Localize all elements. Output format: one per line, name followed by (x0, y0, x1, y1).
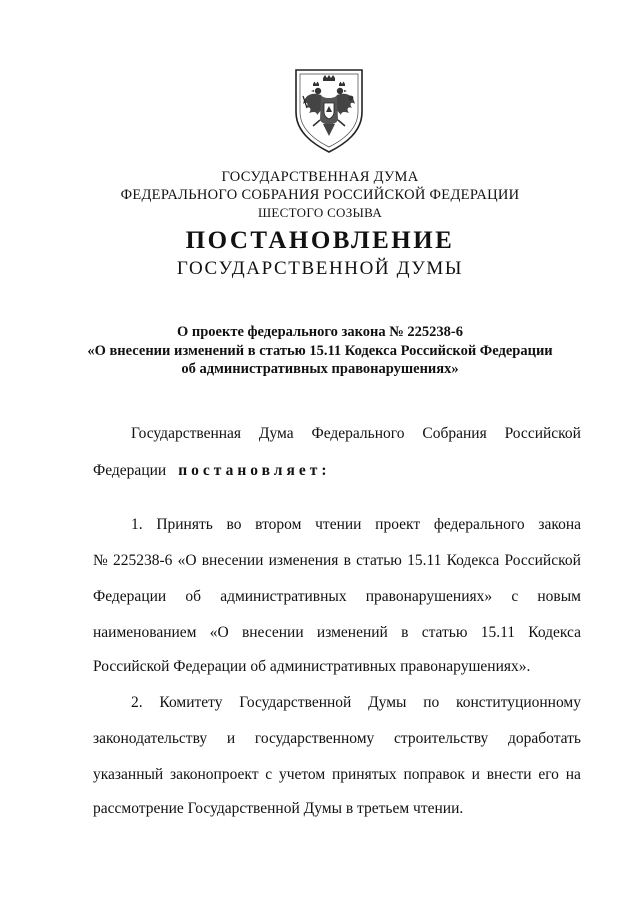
word: статью (421, 624, 468, 641)
clause2-line-1 (93, 693, 581, 713)
word: Думы (368, 694, 407, 711)
header-line-assembly: ФЕДЕРАЛЬНОГО СОБРАНИЯ РОССИЙСКОЙ ФЕДЕРАЦИИ (120, 187, 520, 203)
word: 2. (131, 694, 143, 711)
word: учетом (278, 766, 326, 783)
coat-of-arms-emblem (293, 68, 365, 154)
clause1-line-4 (93, 623, 581, 643)
word: конституционному (455, 694, 581, 711)
word: 15.11 (480, 624, 515, 641)
word: внесении (201, 552, 264, 569)
word: Российской (504, 425, 581, 442)
word: Федерального (311, 425, 405, 442)
word: Кодекса (528, 624, 581, 641)
clause1-line-3 (93, 587, 581, 607)
resolves-word: постановляет: (178, 462, 331, 479)
word: закона (538, 516, 581, 533)
document-title: ПОСТАНОВЛЕНИЕ (185, 227, 455, 254)
clause2-line-4: рассмотрение Государственной Думы в третьем чтении. (93, 800, 464, 817)
preamble-line-1 (93, 424, 581, 444)
document-subtitle: ГОСУДАРСТВЕННОЙ ДУМЫ (176, 258, 464, 279)
subject-line-1: О проекте федерального закона № 225238-6 (176, 324, 464, 340)
word: Дума (258, 425, 294, 442)
preamble-line-2 (93, 461, 581, 481)
word: Собрания (422, 425, 487, 442)
preamble-federation-word: Федерации (93, 462, 167, 479)
word: с (511, 588, 519, 605)
word: Государственная (131, 425, 242, 442)
word: и (226, 730, 236, 747)
word: № (93, 552, 108, 569)
word: наименованием (93, 624, 197, 641)
word: административных (220, 588, 347, 605)
word: и (471, 766, 480, 783)
word: втором (255, 516, 302, 533)
word: строительству (394, 730, 489, 747)
clause2-line-2 (93, 729, 581, 749)
word: законодательству (93, 730, 208, 747)
word: указанный (93, 766, 164, 783)
word: 1. (131, 516, 143, 533)
word: Федерации (93, 588, 167, 605)
word: федерального (433, 516, 525, 533)
word: проект (375, 516, 421, 533)
word: об (185, 588, 202, 605)
word: в (401, 624, 409, 641)
word: принятых (331, 766, 397, 783)
subject-line-2: «О внесении изменений в статью 15.11 Кодекса Российской Федерации (87, 343, 553, 359)
word: Кодекса (446, 552, 500, 569)
word: по (423, 694, 440, 711)
word: его (538, 766, 559, 783)
word: внести (486, 766, 532, 783)
clause1-line-5: Российской Федерации об административных правонарушениях». (93, 658, 531, 675)
word: «О (209, 624, 229, 641)
word: во (226, 516, 242, 533)
word: Государственной (239, 694, 352, 711)
word: Российской (504, 552, 581, 569)
word: внесении (241, 624, 304, 641)
word: новым (537, 588, 581, 605)
word: с (265, 766, 273, 783)
clause1-line-1 (93, 515, 581, 535)
word: на (565, 766, 581, 783)
word: Комитету (159, 694, 223, 711)
word: Принять (156, 516, 213, 533)
word: изменений (316, 624, 388, 641)
word: «О (177, 552, 197, 569)
word: в (343, 552, 351, 569)
word: изменения (268, 552, 339, 569)
word: чтении (315, 516, 362, 533)
word: 225238-6 (112, 552, 173, 569)
clause1-line-2 (93, 551, 581, 571)
word: 15.11 (407, 552, 442, 569)
header-line-duma: ГОСУДАРСТВЕННАЯ ДУМА (221, 169, 419, 185)
word: правонарушениях» (365, 588, 493, 605)
clause2-line-3 (93, 765, 581, 785)
word: статью (356, 552, 402, 569)
word: законопроект (170, 766, 259, 783)
header-line-convocation: ШЕСТОГО СОЗЫВА (257, 205, 383, 220)
word: государственному (254, 730, 375, 747)
word: поправок (403, 766, 465, 783)
subject-line-3: об административных правонарушениях» (181, 361, 459, 377)
word: доработать (508, 730, 581, 747)
